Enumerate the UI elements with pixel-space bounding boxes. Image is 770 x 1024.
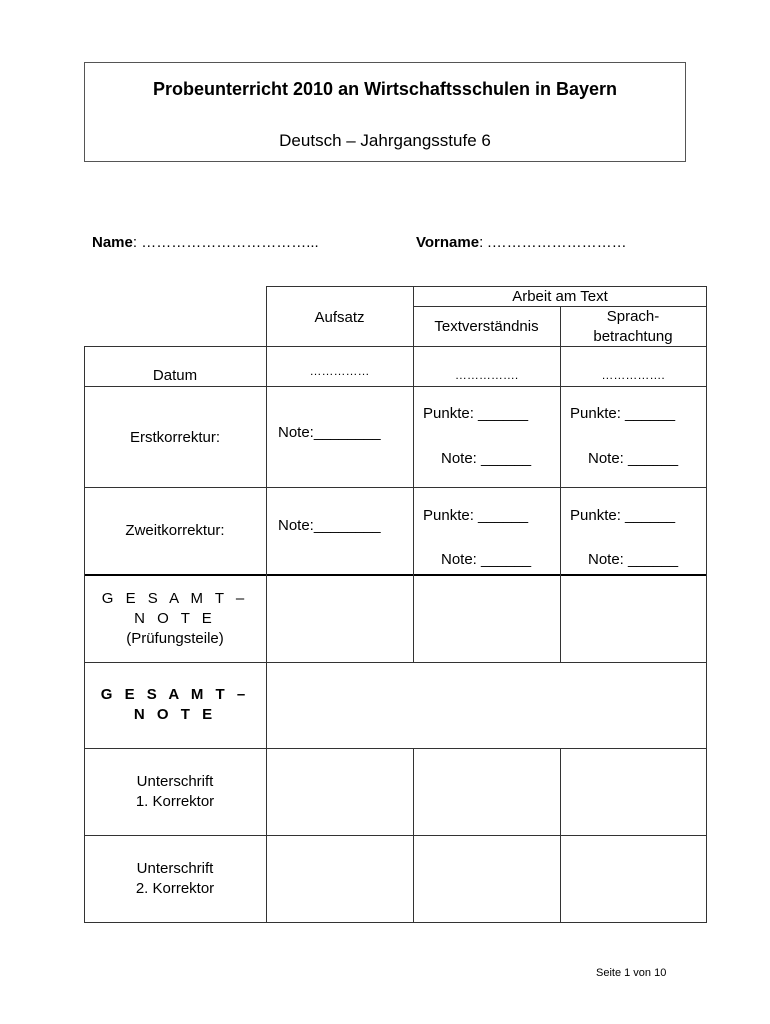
erst-punkte-sprachbetrachtung[interactable]: Punkte: ______ (570, 405, 676, 422)
document-title: Probeunterricht 2010 an Wirtschaftsschulen in Bayern (153, 79, 617, 99)
vorname-label: Vorname (416, 234, 480, 251)
zweit-punkte-sprachbetrachtung[interactable]: Punkte: ______ (570, 507, 676, 524)
document-subtitle: Deutsch – Jahrgangsstufe 6 (279, 131, 491, 150)
datum-field-sprachbetrachtung[interactable]: ……………. (601, 368, 665, 382)
table-line (84, 386, 707, 387)
gesamtnote-pruefungsteile-line1: G E S A M T – (101, 590, 249, 607)
header-sprachbetrachtung-1: Sprach- (606, 308, 660, 325)
page-number: Seite 1 von 10 (596, 967, 667, 979)
name-field[interactable] (92, 234, 319, 251)
zweit-note-textverstaendnis[interactable]: Note: ______ (441, 551, 532, 568)
unterschrift1-line2: 1. Korrektor (135, 793, 215, 810)
table-line (413, 748, 414, 923)
zweit-note-aufsatz[interactable]: Note:________ (278, 517, 381, 534)
row-label-erstkorrektur: Erstkorrektur: (129, 429, 220, 446)
table-line (413, 286, 414, 663)
zweit-punkte-textverstaendnis[interactable]: Punkte: ______ (423, 507, 529, 524)
header-textverstaendnis: Textverständnis (434, 318, 539, 335)
table-line (706, 286, 707, 923)
table-line (560, 306, 561, 663)
erst-note-textverstaendnis[interactable]: Note: ______ (441, 450, 532, 467)
table-line (84, 835, 707, 836)
table-line (266, 286, 267, 923)
unterschrift1-line1: Unterschrift (136, 773, 214, 790)
table-line (560, 748, 561, 923)
table-line (84, 748, 707, 749)
title-box (84, 62, 686, 162)
header-arbeit-am-text: Arbeit am Text (512, 288, 608, 305)
table-line (84, 346, 707, 347)
zweit-note-sprachbetrachtung[interactable]: Note: ______ (588, 551, 679, 568)
header-aufsatz: Aufsatz (314, 309, 365, 326)
name-dots: : ……………………………... (132, 234, 319, 251)
unterschrift2-line2: 2. Korrektor (135, 880, 215, 897)
vorname-field[interactable] (416, 234, 627, 251)
table-line (84, 487, 707, 488)
row-label-zweitkorrektur: Zweitkorrektur: (125, 522, 225, 539)
gesamtnote-pruefungsteile-line3: (Prüfungsteile) (126, 630, 224, 647)
name-label: Name (92, 234, 133, 251)
gesamtnote-line1: G E S A M T – (100, 686, 250, 703)
erst-note-aufsatz[interactable]: Note:________ (278, 424, 381, 441)
row-label-datum: Datum (152, 367, 198, 384)
erst-punkte-textverstaendnis[interactable]: Punkte: ______ (423, 405, 529, 422)
header-sprachbetrachtung-2: betrachtung (593, 328, 673, 345)
gesamtnote-line2: N O T E (133, 706, 217, 723)
table-line (84, 662, 707, 663)
datum-field-aufsatz[interactable]: …………… (309, 364, 370, 378)
datum-field-textverstaendnis[interactable]: ……………. (454, 368, 519, 382)
erst-note-sprachbetrachtung[interactable]: Note: ______ (588, 450, 679, 467)
table-line (266, 286, 707, 287)
table-line (84, 922, 707, 923)
table-line-thick (84, 574, 707, 576)
vorname-dots: : .……………………… (479, 234, 627, 251)
unterschrift2-line1: Unterschrift (136, 860, 214, 877)
gesamtnote-pruefungsteile-line2: N O T E (134, 610, 216, 627)
